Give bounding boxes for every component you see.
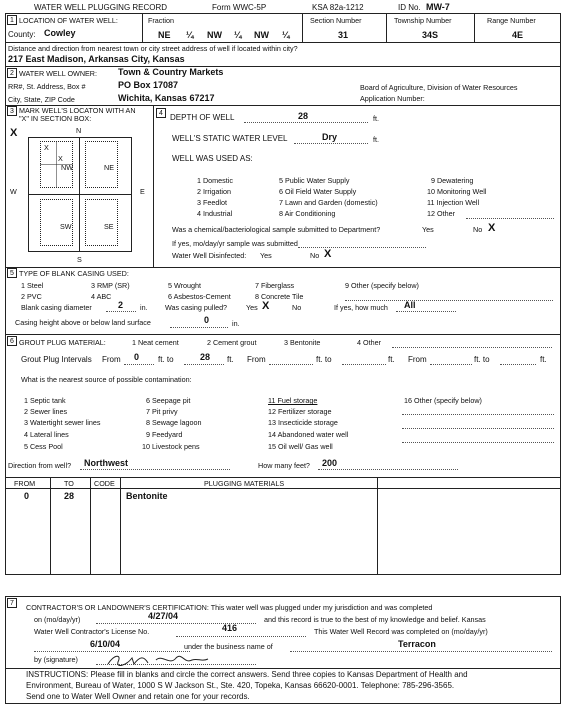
- interval-unit: ft.: [227, 355, 234, 364]
- direction-label: Direction from well?: [8, 461, 72, 470]
- casing-label: TYPE OF BLANK CASING USED:: [19, 269, 129, 278]
- source-9: 9 Feedyard: [146, 430, 183, 439]
- completed-label: This Water Well Record was completed on (mo/day/yr): [314, 627, 488, 636]
- township-number: 34S: [422, 30, 439, 40]
- instructions-line-2: Environment, Bureau of Water, 1000 S W Jackson St., Ste. 420, Topeka, Kansas 66620-0001. Telephone: 785-296-3565.: [26, 681, 455, 690]
- owner-value: Town & Country Markets: [118, 67, 224, 77]
- id-label: ID No.: [398, 3, 421, 12]
- feet-value: 200: [322, 458, 338, 468]
- section-2-number: 2: [7, 68, 17, 78]
- table-col-line: [377, 477, 378, 575]
- city-label: City, State, ZIP Code: [8, 95, 75, 104]
- table-cell-material: Bentonite: [126, 491, 168, 501]
- feet-line: [318, 469, 458, 470]
- section-number-label: Section Number: [310, 16, 362, 25]
- interval-label: Grout Plug Intervals: [21, 355, 92, 364]
- casing-5: 5 Wrought: [168, 281, 202, 290]
- source-3: 3 Watertight sewer lines: [24, 418, 101, 427]
- source-14: 14 Abandoned water well: [268, 430, 349, 439]
- section-box-midline: [79, 137, 80, 252]
- section-6-number: 6: [7, 336, 17, 346]
- source-1: 1 Septic tank: [24, 396, 66, 405]
- diameter-value: 2: [118, 300, 124, 310]
- location-mark-2: X: [58, 154, 63, 163]
- ksa-ref: KSA 82a-1212: [312, 3, 364, 12]
- source-other-line-2: [402, 428, 554, 429]
- pulled-no: No: [292, 303, 302, 312]
- se-label: SE: [104, 222, 114, 231]
- table-cell-to: 28: [64, 491, 75, 501]
- grout-3: 3 Bentonite: [284, 338, 321, 347]
- use-9: 9 Dewatering: [431, 176, 474, 185]
- cert-on-label: on (mo/day/yr): [34, 615, 81, 624]
- diameter-line: [106, 311, 136, 312]
- west-label: W: [10, 187, 17, 196]
- feet-label: How many feet?: [258, 461, 310, 470]
- source-12: 12 Fertilizer storage: [268, 407, 332, 416]
- to-line-3: [500, 364, 536, 365]
- source-13: 13 Insecticide storage: [268, 418, 338, 427]
- table-col-line: [120, 477, 121, 575]
- source-6: 6 Seepage pit: [146, 396, 191, 405]
- casing-6: 6 Asbestos-Cement: [168, 292, 231, 301]
- use-1: 1 Domestic: [197, 176, 233, 185]
- source-7: 7 Pit privy: [146, 407, 178, 416]
- disinfect-yes: Yes: [260, 251, 272, 260]
- north-label: N: [76, 126, 82, 135]
- section-number: 31: [338, 30, 349, 40]
- chem-yes: Yes: [422, 225, 434, 234]
- rr-label: RR#, St. Address, Box #: [8, 82, 86, 91]
- interval-from-label-2: From: [247, 355, 266, 364]
- business-line: [290, 651, 552, 652]
- quarter-2: ¼: [234, 30, 242, 40]
- divider: [474, 14, 475, 42]
- cert-text: CONTRACTOR'S OR LANDOWNER'S CERTIFICATION: This water well was plugged under my jurisdiction and was completed: [26, 603, 433, 612]
- signature-label: by (signature): [34, 655, 78, 664]
- quarter-3: ¼: [282, 30, 290, 40]
- static-unit: ft.: [373, 135, 379, 144]
- casing-3: 3 RMP (SR): [91, 281, 130, 290]
- height-unit: in.: [232, 319, 240, 328]
- rr-value: PO Box 17087: [118, 80, 179, 90]
- cert-date: 4/27/04: [148, 611, 179, 621]
- to-line: [184, 364, 224, 365]
- direction-value: Northwest: [84, 458, 129, 468]
- business-label: under the business name of: [184, 642, 273, 651]
- board-text: Board of Agriculture, Division of Water Resources: [360, 83, 518, 92]
- source-2: 2 Sewer lines: [24, 407, 68, 416]
- grout-2: 2 Cement grout: [207, 338, 257, 347]
- depth-line: [244, 122, 368, 123]
- interval-to-label: ft. to: [158, 355, 174, 364]
- range-number: 4E: [512, 30, 524, 40]
- howmuch-value: All: [404, 300, 416, 310]
- cert-true-text: and this record is true to the best of my knowledge and belief. Kansas: [264, 615, 486, 624]
- source-label: What is the nearest source of possible contamination:: [21, 375, 192, 384]
- source-16: 16 Other (specify below): [404, 396, 482, 405]
- from-line-2: [269, 364, 313, 365]
- nw-label: NW: [61, 163, 73, 172]
- disinfect-no: No: [310, 251, 320, 260]
- grout-other-line: [392, 347, 552, 348]
- instructions-line-1: INSTRUCTIONS: Please fill in blanks and circle the correct answers. Send three copies to Kansas Department of Health and: [26, 670, 468, 679]
- depth-unit: ft.: [373, 114, 379, 123]
- table-header-to: TO: [64, 479, 74, 488]
- row-line: [5, 334, 561, 335]
- mark-x: X: [10, 127, 18, 139]
- sample-date-label: If yes, mo/day/yr sample was submitted: [172, 239, 298, 248]
- quadrant-line: [56, 141, 57, 188]
- section-4-number: 4: [156, 108, 166, 118]
- signature-image: [104, 650, 214, 670]
- depth-label: DEPTH OF WELL: [170, 113, 235, 122]
- id-value: MW-7: [426, 2, 450, 12]
- county-label: County:: [8, 30, 36, 39]
- depth-value: 28: [298, 111, 309, 121]
- completed-date: 6/10/04: [90, 639, 121, 649]
- range-label: Range Number: [487, 16, 536, 25]
- fraction-label: Fraction: [148, 16, 174, 25]
- use-7: 7 Lawn and Garden (domestic): [279, 198, 378, 207]
- use-12: 12 Other: [427, 209, 455, 218]
- section-7-number: 7: [7, 598, 17, 608]
- from-line-3: [430, 364, 472, 365]
- source-15: 15 Oil well/ Gas well: [268, 442, 333, 451]
- instructions-line-3: Send one to Water Well Owner and retain one for your records.: [26, 692, 250, 701]
- use-2: 2 Irrigation: [197, 187, 231, 196]
- casing-4: 4 ABC: [91, 292, 112, 301]
- table-col-line: [90, 477, 91, 575]
- license-label: Water Well Contractor's License No.: [34, 627, 150, 636]
- static-value: Dry: [322, 132, 338, 142]
- use-5: 5 Public Water Supply: [279, 176, 350, 185]
- table-top-line: [5, 477, 561, 478]
- use-6: 6 Oil Field Water Supply: [279, 187, 357, 196]
- to-line-2: [342, 364, 386, 365]
- fraction-3: NW: [254, 30, 269, 40]
- casing-9: 9 Other (specify below): [345, 281, 419, 290]
- ne-label: NE: [104, 163, 114, 172]
- pulled-yes: Yes: [246, 303, 258, 312]
- use-3: 3 Feedlot: [197, 198, 227, 207]
- casing-7: 7 Fiberglass: [255, 281, 295, 290]
- from-line: [124, 364, 154, 365]
- row-line: [5, 66, 561, 67]
- row-line: [5, 668, 561, 669]
- owner-label: WATER WELL OWNER:: [19, 69, 97, 78]
- interval-to-label-2: ft. to: [316, 355, 332, 364]
- table-cell-from: 0: [24, 491, 30, 501]
- sw-label: SW: [60, 222, 72, 231]
- source-4: 4 Lateral lines: [24, 430, 69, 439]
- divider: [386, 14, 387, 42]
- mark-label-2: "X" IN SECTION BOX:: [19, 114, 92, 123]
- row-line: [5, 42, 561, 43]
- sample-date-line: [298, 247, 426, 248]
- distance-label: Distance and direction from nearest town or city street address of well if located within city?: [8, 44, 298, 53]
- casing-1: 1 Steel: [21, 281, 44, 290]
- chem-no-mark: X: [488, 222, 496, 234]
- casing-other-line: [345, 300, 553, 301]
- license-line: [176, 636, 306, 637]
- pulled-label: Was casing pulled?: [165, 303, 228, 312]
- source-10: 10 Livestock pens: [142, 442, 200, 451]
- quarter-1: ¼: [186, 30, 194, 40]
- diameter-unit: in.: [140, 303, 148, 312]
- table-header-code: CODE: [94, 479, 115, 488]
- diameter-label: Blank casing diameter: [21, 303, 92, 312]
- form-title: WATER WELL PLUGGING RECORD: [34, 3, 168, 12]
- interval-from-label: From: [102, 355, 121, 364]
- grout-4: 4 Other: [357, 338, 381, 347]
- chem-no: No: [473, 225, 483, 234]
- disinfect-label: Water Well Disinfected:: [172, 251, 247, 260]
- interval-from-label-3: From: [408, 355, 427, 364]
- row-line: [5, 267, 561, 268]
- divider: [153, 105, 154, 267]
- height-value: 0: [204, 315, 210, 325]
- static-line: [294, 143, 368, 144]
- location-mark-1: X: [44, 143, 49, 152]
- city-value: Wichita, Kansas 67217: [118, 93, 215, 103]
- interval-unit-2: ft.: [388, 355, 395, 364]
- howmuch-line: [396, 311, 456, 312]
- pulled-yes-mark: X: [262, 300, 270, 312]
- source-5: 5 Cess Pool: [24, 442, 63, 451]
- section-1-number: 1: [7, 15, 17, 25]
- use-8: 8 Air Conditioning: [279, 209, 336, 218]
- other-use-line: [466, 218, 554, 219]
- section-box-midline: [28, 194, 132, 195]
- use-4: 4 Industrial: [197, 209, 233, 218]
- chem-label: Was a chemical/bacteriological sample submitted to Department?: [172, 225, 381, 234]
- table-header-from: FROM: [14, 479, 36, 488]
- howmuch-label: If yes, how much: [334, 303, 388, 312]
- interval-unit-3: ft.: [540, 355, 547, 364]
- disinfect-no-mark: X: [324, 248, 332, 260]
- fraction-1: NE: [158, 30, 171, 40]
- height-label: Casing height above or below land surface: [15, 318, 151, 327]
- direction-line: [80, 469, 230, 470]
- source-8: 8 Sewage lagoon: [146, 418, 202, 427]
- use-10: 10 Monitoring Well: [427, 187, 487, 196]
- divider: [142, 14, 143, 42]
- section-5-number: 5: [7, 268, 17, 278]
- east-label: E: [140, 187, 145, 196]
- use-11: 11 Injection Well: [427, 198, 480, 207]
- form-number: Form WWC-5P: [212, 3, 267, 12]
- table-col-line: [50, 477, 51, 575]
- address-value: 217 East Madison, Arkansas City, Kansas: [8, 54, 185, 64]
- interval-from: 0: [134, 352, 140, 362]
- application-label: Application Number:: [360, 94, 425, 103]
- south-label: S: [77, 255, 82, 264]
- height-line: [170, 327, 228, 328]
- table-header-line: [5, 488, 561, 489]
- source-other-line-1: [402, 414, 554, 415]
- interval-to: 28: [200, 352, 211, 362]
- table-header-materials: PLUGGING MATERIALS: [204, 479, 285, 488]
- casing-2: 2 PVC: [21, 292, 42, 301]
- static-label: WELL'S STATIC WATER LEVEL: [172, 134, 288, 143]
- fraction-2: NW: [207, 30, 222, 40]
- grout-1: 1 Neat cement: [132, 338, 179, 347]
- grout-label: GROUT PLUG MATERIAL:: [19, 338, 106, 347]
- casing-8: 8 Concrete Tile: [255, 292, 304, 301]
- source-11: 11 Fuel storage: [268, 396, 318, 405]
- mark-label-1: MARK WELL'S LOCATON WITH AN: [19, 106, 136, 115]
- township-label: Township Number: [394, 16, 452, 25]
- location-label: LOCATION OF WATER WELL:: [19, 16, 118, 25]
- interval-to-label-3: ft. to: [474, 355, 490, 364]
- county-value: Cowley: [44, 28, 76, 38]
- company-value: Terracon: [398, 639, 436, 649]
- license-value: 416: [222, 623, 238, 633]
- section-3-number: 3: [7, 106, 17, 116]
- divider: [302, 14, 303, 42]
- used-label: WELL WAS USED AS:: [172, 154, 253, 163]
- source-other-line-3: [402, 442, 554, 443]
